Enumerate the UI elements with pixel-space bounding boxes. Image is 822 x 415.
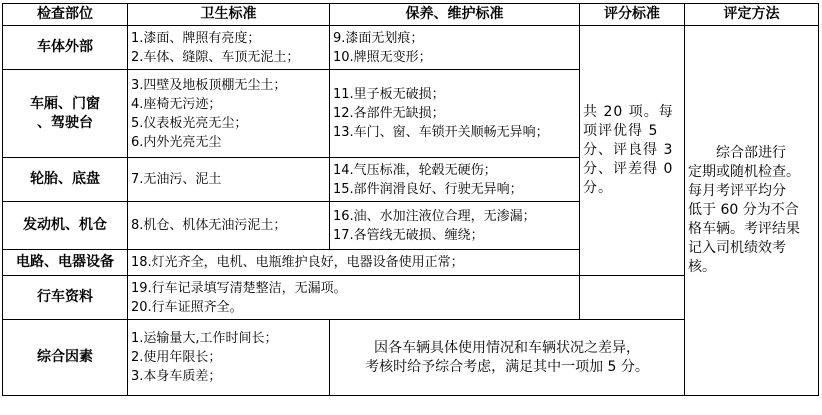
list-item: 2.使用年限长； bbox=[131, 350, 222, 365]
part-records: 行车资料 bbox=[3, 276, 128, 320]
part-cabin: 车厢、门窗 、驾驶台 bbox=[3, 70, 128, 158]
list-item: 13.车门、窗、车锁开关顺畅无异响； bbox=[333, 125, 549, 140]
part-tires: 轮胎、底盘 bbox=[3, 158, 128, 202]
maintenance-tires bbox=[330, 158, 580, 202]
method-line: 定期或随机检查。 bbox=[688, 164, 800, 180]
list-item: 7.无油污、泥土 bbox=[131, 172, 222, 187]
list-item: 3.四壁及地板顶棚无尘土； bbox=[131, 77, 287, 93]
list-item: 15.部件润滑良好、行驶无异响； bbox=[333, 181, 523, 197]
header-row bbox=[3, 4, 819, 26]
scoring-cell bbox=[580, 26, 685, 276]
hygiene-engine bbox=[128, 202, 330, 250]
list-item: 17.各管线无破损、缠绕； bbox=[333, 227, 484, 243]
header-scoring: 评分标准 bbox=[580, 4, 685, 26]
records-standard bbox=[128, 276, 580, 320]
list-item: 2.车体、缝隙、车顶无泥土； bbox=[131, 49, 300, 65]
list-item: 9.漆面无划痕； bbox=[333, 30, 424, 46]
inspection-standards-table bbox=[2, 3, 819, 396]
list-item: 14.气压标准，轮毂无硬伤； bbox=[333, 162, 497, 178]
list-item: 20.行车证照齐全。 bbox=[131, 299, 243, 315]
table-row-exterior bbox=[3, 26, 819, 70]
scoring-line: 分。 bbox=[583, 180, 613, 196]
header-part: 检查部位 bbox=[3, 4, 128, 26]
header-hygiene: 卫生标准 bbox=[128, 4, 330, 26]
part-electrical: 电路、电器设备 bbox=[3, 250, 128, 276]
hygiene-exterior bbox=[128, 26, 330, 70]
header-maintenance: 保养、维护标准 bbox=[330, 4, 580, 26]
scoring-line: 分、评差得 0 bbox=[583, 161, 674, 177]
method-line: 记入司机绩效考 bbox=[688, 240, 786, 256]
list-item: 6.内外光亮无尘 bbox=[131, 134, 222, 150]
maintenance-cabin bbox=[330, 70, 580, 158]
list-item: 10.牌照无变形； bbox=[333, 49, 432, 65]
maintenance-engine bbox=[330, 202, 580, 250]
list-item: 4.座椅无污迹； bbox=[131, 96, 222, 112]
list-item: 19.行车记录填写清楚整洁，无漏项。 bbox=[131, 280, 347, 296]
scoring-line: 分、评良得 3 bbox=[583, 142, 674, 158]
list-item: 3.本身车质差； bbox=[131, 369, 222, 384]
scoring-blank bbox=[580, 276, 685, 320]
maintenance-exterior bbox=[330, 26, 580, 70]
list-item: 12.各部件无缺损； bbox=[333, 106, 445, 121]
method-line: 格车辆。考评结果 bbox=[688, 221, 800, 237]
overall-note bbox=[330, 320, 685, 396]
list-item: 5.仪表板光亮无尘； bbox=[131, 115, 248, 131]
header-method: 评定方法 bbox=[685, 4, 819, 26]
electrical-standard bbox=[128, 250, 580, 276]
list-item: 1.运输量大,工作时间长； bbox=[131, 331, 278, 346]
note-line: 考核时给予综合考虑，满足其中一项加 5 分。 bbox=[365, 358, 649, 375]
list-item: 11.里子板无破损； bbox=[333, 87, 445, 102]
list-item: 18.灯光齐全，电机、电瓶维护良好，电器设备使用正常； bbox=[131, 255, 464, 270]
method-line: 每月考评平均分 bbox=[688, 183, 786, 199]
method-cell bbox=[685, 26, 819, 396]
list-item: 8.机仓、机体无油污泥土； bbox=[131, 218, 287, 233]
method-line: 低于 60 分为不合 bbox=[688, 202, 799, 218]
method-line: 综合部进行 bbox=[716, 145, 786, 161]
list-item: 16.油、水加注液位合理，无渗漏； bbox=[333, 208, 536, 224]
hygiene-cabin bbox=[128, 70, 330, 158]
part-overall: 综合因素 bbox=[3, 320, 128, 396]
scoring-line: 共 20 项。每 bbox=[583, 104, 674, 120]
overall-factors bbox=[128, 320, 330, 396]
note-line: 因各车辆具体使用情况和车辆状况之差异， bbox=[374, 339, 640, 356]
part-exterior: 车体外部 bbox=[3, 26, 128, 70]
part-engine: 发动机、机仓 bbox=[3, 202, 128, 250]
list-item: 1.漆面、牌照有亮度； bbox=[131, 30, 261, 46]
scoring-line: 项评优得 5 bbox=[583, 123, 659, 139]
method-line: 核。 bbox=[688, 259, 716, 275]
hygiene-tires bbox=[128, 158, 330, 202]
